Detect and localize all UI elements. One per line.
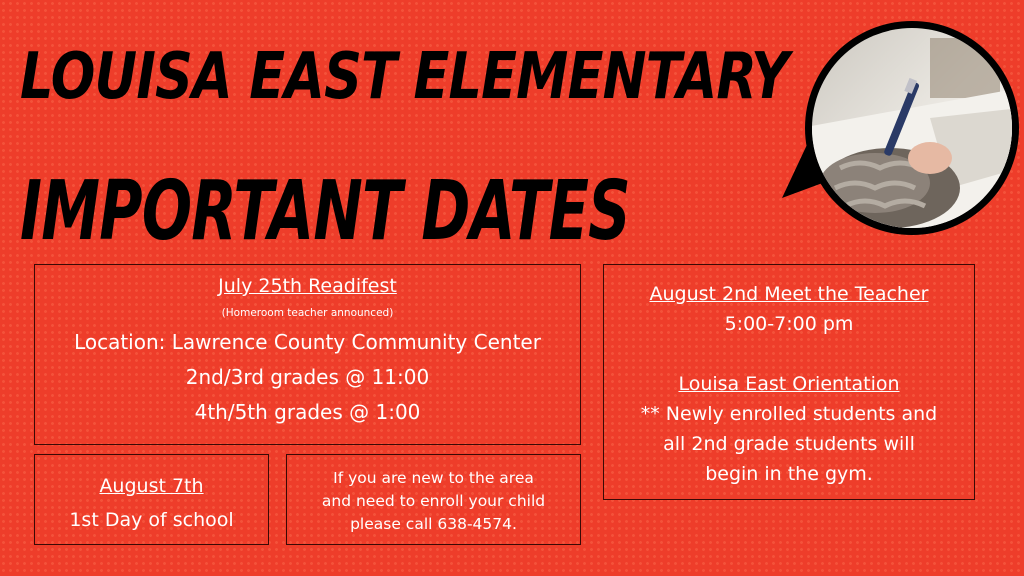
first-day-box [34,454,269,545]
orientation-line-1: ** Newly enrolled students and [640,403,938,425]
orientation-line-2: all 2nd grade students will [663,433,915,455]
enroll-phone: please call 638-4574. [350,515,517,533]
first-day-text: 1st Day of school [69,509,234,531]
readifest-session-2: 4th/5th grades @ 1:00 [194,400,421,424]
enroll-line-2: and need to enroll your child [321,492,546,510]
meet-teacher-box [603,264,975,500]
orientation-line-3: begin in the gym. [705,463,873,485]
meet-teacher-time: 5:00-7:00 pm [724,313,854,335]
readifest-heading: July 25th Readifest [218,275,397,297]
enroll-box [286,454,581,545]
first-day-heading: August 7th [99,475,204,497]
title-school-name: LOUISA EAST ELEMENTARY [20,40,789,114]
speech-bubble-photo [780,18,1020,248]
title-important-dates: IMPORTANT DATES [20,164,630,259]
readifest-location: Location: Lawrence County Community Center [74,330,541,354]
readifest-note: (Homeroom teacher announced) [221,307,394,319]
enroll-line-1: If you are new to the area [333,469,534,487]
orientation-heading: Louisa East Orientation [678,373,900,395]
readifest-session-1: 2nd/3rd grades @ 11:00 [185,365,430,389]
readifest-box [34,264,581,445]
meet-teacher-heading: August 2nd Meet the Teacher [649,283,929,305]
